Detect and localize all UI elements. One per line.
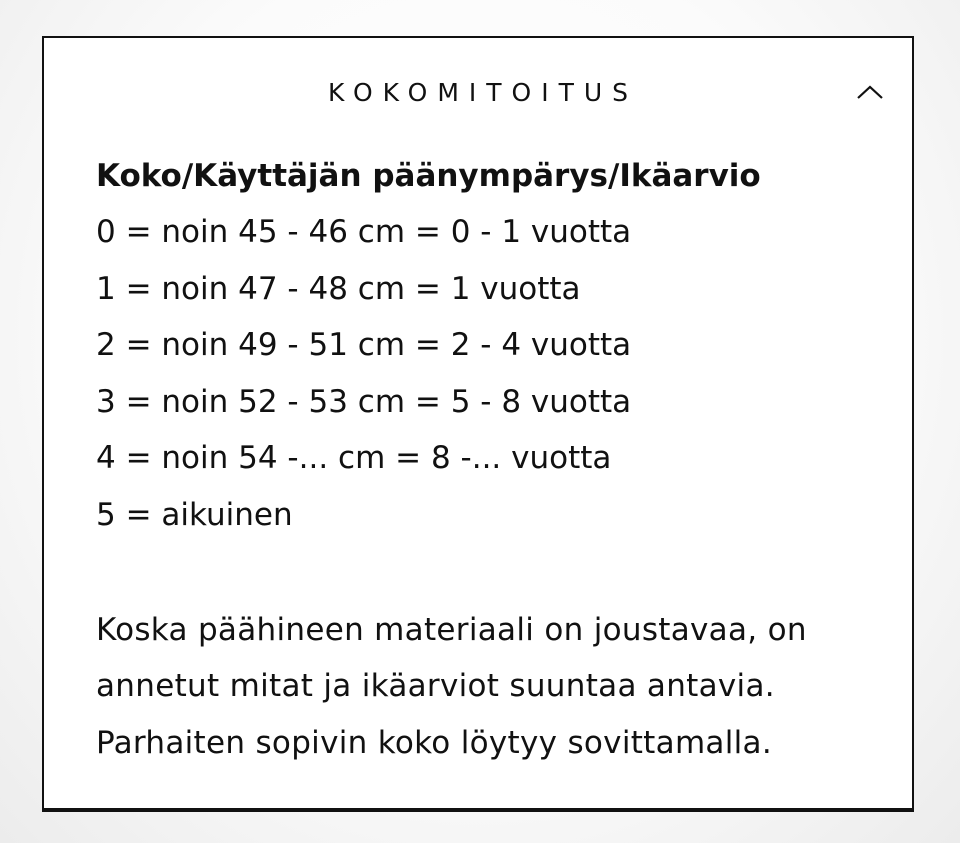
size-list: [96, 204, 882, 544]
accordion-header[interactable]: [44, 74, 912, 110]
accordion-title: KOKOMITOITUS: [327, 77, 639, 107]
size-row: 3 = noin 52 - 53 cm = 5 - 8 vuotta: [96, 383, 632, 420]
collapse-toggle-button[interactable]: [854, 78, 886, 106]
size-row: 2 = noin 49 - 51 cm = 2 - 4 vuotta: [96, 327, 632, 364]
accordion-content: [96, 148, 882, 771]
chevron-up-icon: [856, 84, 884, 100]
size-row: 1 = noin 47 - 48 cm = 1 vuotta: [96, 270, 581, 307]
size-row: 5 = aikuinen: [96, 496, 293, 533]
size-guide-accordion: [42, 36, 914, 812]
size-row: 4 = noin 54 -... cm = 8 -... vuotta: [96, 440, 612, 477]
sizing-note: Koska päähineen materiaali on joustavaa, on annetut mitat ja ikäarviot suuntaa antavia. Parhaiten sopivin koko löytyy sovittamalla.: [96, 611, 807, 761]
size-row: 0 = noin 45 - 46 cm = 0 - 1 vuotta: [96, 214, 632, 250]
size-table-heading: Koko/Käyttäjän päänympärys/Ikäarvio: [96, 158, 761, 194]
